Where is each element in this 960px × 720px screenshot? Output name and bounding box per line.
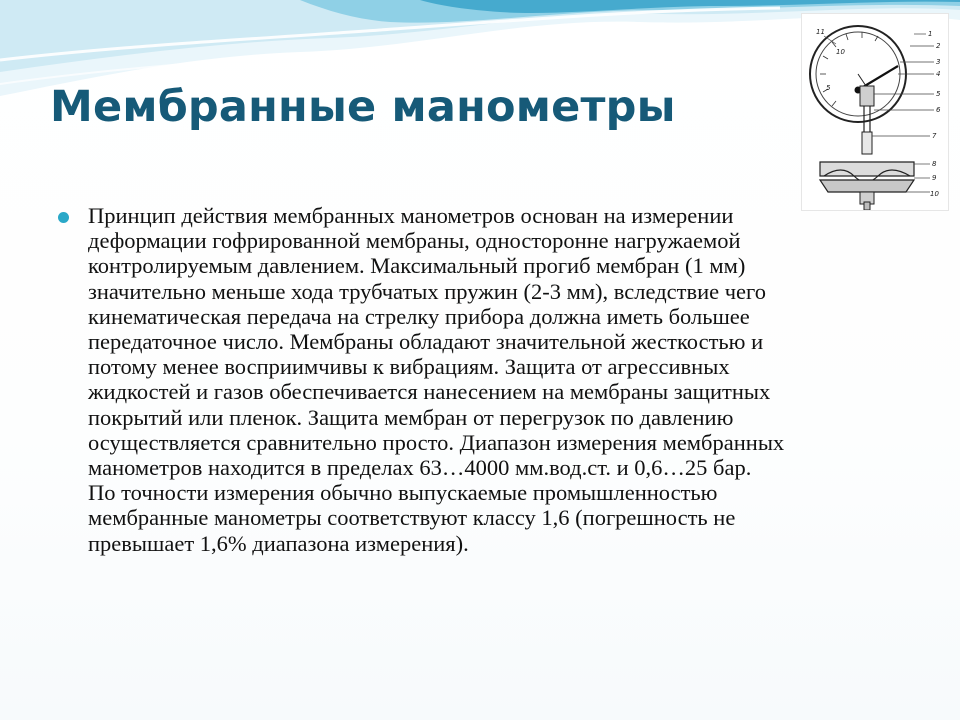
bullet-dot-icon <box>58 212 69 223</box>
callout-number-4: 4 <box>936 70 941 78</box>
scale-number-5: 5 <box>826 84 831 92</box>
scale-number-10: 10 <box>836 48 845 56</box>
callout-number-9: 9 <box>932 174 937 182</box>
callout-number-6: 6 <box>936 106 941 114</box>
bullet-text: Принцип действия мембранных манометров основан на измерении деформации гофрированной мембраны, односторонне нагружаемой контролируемым давлением. Максимальный прогиб мембран (1 мм) значительно меньше хода трубчатых пружин (2-3 мм), вследствие чего кинематическая передача на стрелку прибора должна иметь большее передаточное число. Мембраны обладают значительной жесткостью и потому менее восприимчивы к вибрациям. Защита от агрессивных жидкостей и газов обеспечивается нанесением на мембраны защитных покрытий или пленок. Защита мембран от перегрузок по давлению осуществляется сравнительно просто. Диапазон измерения мембранных манометров находится в пределах 63…4000 мм.вод.ст. и 0,6…25 бар. По точности измерения обычно выпускаемые промышленностью мембранные манометры соответствуют классу 1,6 (погрешность не превышает 1,6% диапазона измерения). <box>88 203 785 556</box>
callout-number-1: 1 <box>928 30 933 38</box>
callout-number-5: 5 <box>936 90 941 98</box>
callout-number-11: 11 <box>816 28 825 36</box>
callout-number-10: 10 <box>930 190 939 198</box>
callout-number-8: 8 <box>932 160 937 168</box>
bullet-item <box>58 203 916 556</box>
callout-number-2: 2 <box>936 42 941 50</box>
callout-number-7: 7 <box>932 132 937 140</box>
slide-title: Мембранные манометры <box>50 82 676 132</box>
membrane-manometer-diagram <box>802 14 948 210</box>
callout-number-3: 3 <box>936 58 941 66</box>
